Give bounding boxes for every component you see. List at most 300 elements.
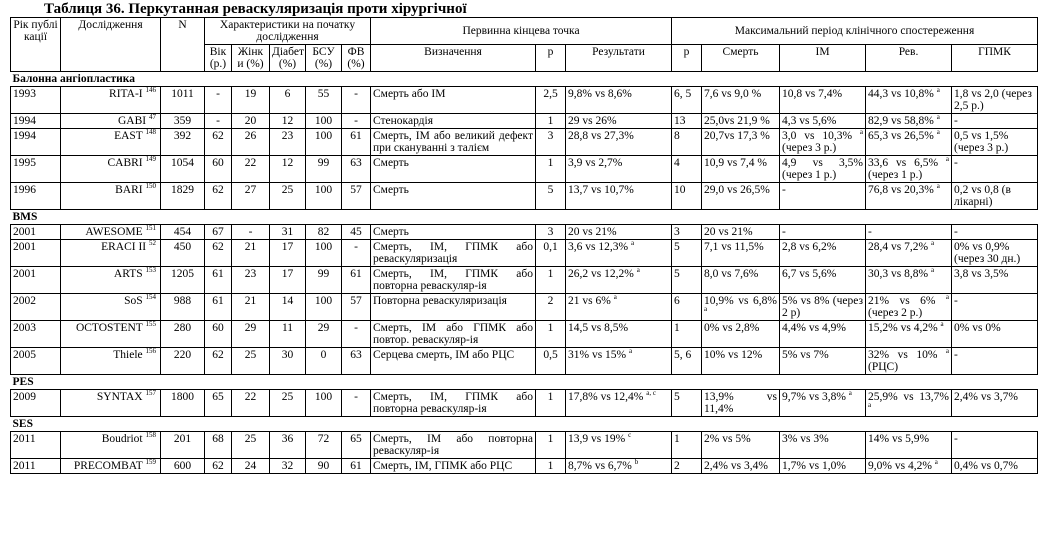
death-cell [702, 390, 780, 417]
rev-cell-text: - [868, 226, 872, 238]
bsu-cell [306, 432, 342, 459]
p1-cell-text: 1 [547, 433, 554, 445]
stroke-cell-text: 0,2 vs 0,8 (в лікарні) [954, 184, 1011, 208]
stroke-cell [952, 240, 1038, 267]
year-cell-text: 2005 [13, 349, 36, 361]
p2-cell [672, 87, 702, 114]
study-cell-footnote: 150 [145, 182, 156, 191]
mi-cell-text: 3,0 vs 10,3% [782, 130, 853, 142]
mi-cell [780, 390, 866, 417]
rev-cell-text: 14% vs 5,9% [868, 433, 930, 445]
results-cell-text: 28,8 vs 27,3% [568, 130, 634, 142]
primary-group-header: Первинна кінцева точка [371, 18, 672, 45]
year-cell-text: 2009 [13, 391, 36, 403]
mi-cell-text: 5% vs 7% [782, 349, 829, 361]
death-cell-text: 25,0vs 21,9 % [704, 115, 770, 127]
diabetes-cell [270, 459, 306, 474]
n-cell-text: 1205 [171, 268, 194, 280]
rev-cell-text: 33,6 vs 6,5% [868, 157, 939, 169]
year-cell-text: 1994 [13, 130, 36, 142]
death-cell-text: 2% vs 5% [704, 433, 751, 445]
age-cell-text: 60 [212, 322, 224, 334]
diabetes-cell [270, 432, 306, 459]
fv-cell-text: - [354, 88, 358, 100]
women-cell [232, 321, 270, 348]
study-cell-footnote: 52 [149, 239, 156, 248]
rev-cell [866, 240, 952, 267]
results-cell-footnote: c [628, 431, 632, 440]
study-cell-footnote: 155 [145, 320, 156, 329]
year-cell [11, 240, 61, 267]
p2-cell-text: 13 [674, 115, 686, 127]
age-cell-text: 67 [212, 226, 224, 238]
diabetes-cell-text: 6 [284, 88, 291, 100]
results-cell-footnote: b [634, 458, 639, 467]
mi-cell [780, 156, 866, 183]
bsu-cell-text: 100 [314, 130, 333, 142]
definition-cell [371, 87, 536, 114]
table-body [11, 72, 1038, 474]
fv-cell [342, 156, 371, 183]
results-cell [566, 156, 672, 183]
fv-cell-text: - [354, 115, 358, 127]
rev-cell [866, 294, 952, 321]
stroke-cell [952, 156, 1038, 183]
p2-cell [672, 183, 702, 210]
p2-cell-text: 8 [674, 130, 680, 142]
study-cell-text: AWESOME [85, 226, 143, 238]
stroke-cell [952, 225, 1038, 240]
results-cell-text: 9,8% vs 8,6% [568, 88, 632, 100]
women-cell [232, 114, 270, 129]
stroke-cell [952, 348, 1038, 375]
rev-cell-note: (через 1 р.) [868, 169, 923, 181]
results-cell-footnote: a [613, 293, 617, 302]
women-cell-text: 25 [244, 349, 257, 361]
results-cell [566, 294, 672, 321]
results-cell [566, 87, 672, 114]
group-label: SES [11, 417, 1038, 432]
women-cell-text: 27 [244, 184, 257, 196]
bsu-cell-text: 100 [314, 184, 333, 196]
results-cell-text: 26,2 vs 12,2% [568, 268, 634, 280]
rev-cell-text: 32% vs 10% [868, 349, 938, 361]
p1-cell [536, 114, 566, 129]
results-cell [566, 321, 672, 348]
table-row [11, 432, 1038, 459]
col-diabetes-header: Діабет (%) [270, 45, 306, 72]
fv-cell-text: 45 [350, 226, 362, 238]
stroke-cell-text: - [954, 433, 958, 445]
study-cell-text: EAST [114, 130, 143, 142]
p1-cell [536, 267, 566, 294]
definition-cell [371, 321, 536, 348]
definition-cell [371, 225, 536, 240]
p2-cell-text: 4 [674, 157, 680, 169]
death-cell [702, 156, 780, 183]
n-cell-text: 1054 [171, 157, 194, 169]
study-cell-text: BARI [115, 184, 143, 196]
year-cell [11, 348, 61, 375]
p1-cell [536, 87, 566, 114]
p1-cell-text: 3 [547, 226, 554, 238]
study-cell [61, 432, 161, 459]
results-cell-text: 20 vs 21% [568, 226, 617, 238]
definition-cell-text: Повторна реваскуляризація [373, 295, 507, 307]
fv-cell [342, 114, 371, 129]
diabetes-cell [270, 114, 306, 129]
rev-cell [866, 321, 952, 348]
age-cell-text: - [216, 115, 220, 127]
results-cell-footnote: a [629, 347, 633, 356]
age-cell-text: 65 [212, 391, 224, 403]
bsu-cell [306, 156, 342, 183]
rev-cell-text: 25,9% vs 13,7% [868, 391, 950, 403]
rev-cell-text: 76,8 vs 20,3% [868, 184, 934, 196]
diabetes-cell-text: 36 [281, 433, 294, 445]
rev-cell-footnote: a [868, 401, 872, 410]
bsu-cell-text: 82 [317, 226, 330, 238]
women-cell-text: 23 [244, 268, 257, 280]
study-cell-text: Boudriot [101, 433, 143, 445]
mi-cell-text: 5% vs 8% (через 2 р) [782, 295, 864, 319]
n-cell [161, 240, 205, 267]
bsu-cell-text: 55 [317, 88, 330, 100]
definition-cell-text: Смерть, ІМ, ГПМК або реваскуляризація [373, 241, 533, 265]
rev-cell [866, 459, 952, 474]
rev-cell-text: 28,4 vs 7,2% [868, 241, 929, 253]
stroke-cell-text: - [954, 226, 958, 238]
bsu-cell-text: 90 [317, 460, 330, 472]
p2-cell [672, 321, 702, 348]
diabetes-cell [270, 156, 306, 183]
stroke-cell-text: 0,5 vs 1,5% (через 3 р.) [954, 130, 1009, 154]
stroke-cell-text: - [954, 115, 958, 127]
definition-cell-text: Смерть [373, 157, 409, 169]
results-cell-text: 17,8% vs 12,4% [568, 391, 644, 403]
p2-cell-text: 1 [674, 433, 680, 445]
mi-cell-note: (через 3 р.) [782, 142, 837, 154]
rev-cell-footnote: a [936, 113, 940, 122]
year-cell [11, 129, 61, 156]
year-cell [11, 432, 61, 459]
p2-cell-text: 5, 6 [674, 349, 692, 361]
rev-cell-text: 82,9 vs 58,8% [868, 115, 934, 127]
results-cell-text: 14,5 vs 8,5% [568, 322, 629, 334]
p2-cell-text: 5 [674, 241, 680, 253]
death-cell-text: 13,9% vs 11,4% [704, 391, 778, 415]
n-cell [161, 129, 205, 156]
p2-cell-text: 10 [674, 184, 686, 196]
death-cell [702, 348, 780, 375]
stroke-cell [952, 129, 1038, 156]
mi-cell [780, 240, 866, 267]
women-cell-text: 20 [244, 115, 257, 127]
fv-cell [342, 459, 371, 474]
bsu-cell-text: 29 [317, 322, 330, 334]
p2-cell [672, 129, 702, 156]
study-cell [61, 459, 161, 474]
age-cell [205, 348, 232, 375]
mi-cell [780, 183, 866, 210]
group-row [11, 210, 1038, 225]
p2-cell-text: 2 [674, 460, 680, 472]
results-cell [566, 240, 672, 267]
p2-cell-text: 5 [674, 391, 680, 403]
results-cell [566, 225, 672, 240]
p1-cell-text: 5 [547, 184, 554, 196]
women-cell [232, 390, 270, 417]
col-rev-header: Рев. [866, 45, 952, 72]
diabetes-cell [270, 294, 306, 321]
women-cell [232, 459, 270, 474]
bsu-cell-text: 100 [314, 241, 333, 253]
p1-cell-text: 2 [547, 295, 554, 307]
col-stroke-header: ГПМК [952, 45, 1038, 72]
p2-cell-text: 5 [674, 268, 680, 280]
p1-cell [536, 348, 566, 375]
study-cell [61, 225, 161, 240]
n-cell-text: 1829 [171, 184, 194, 196]
fv-cell-text: 61 [350, 460, 362, 472]
table-row [11, 294, 1038, 321]
study-cell-text: PRECOMBAT [73, 460, 143, 472]
stroke-cell [952, 294, 1038, 321]
n-cell-text: 359 [173, 115, 192, 127]
p2-cell [672, 240, 702, 267]
study-cell-footnote: 146 [145, 86, 156, 95]
age-cell [205, 459, 232, 474]
stroke-cell-text: 0% vs 0,9% (через 30 дн.) [954, 241, 1021, 265]
age-cell-text: 61 [212, 295, 224, 307]
table-header [11, 18, 1038, 72]
results-cell [566, 183, 672, 210]
definition-cell-text: Смерть [373, 184, 409, 196]
p2-cell-text: 6, 5 [674, 88, 692, 100]
year-cell-text: 1996 [13, 184, 36, 196]
study-cell-footnote: 148 [145, 128, 156, 137]
mi-cell-text: 3% vs 3% [782, 433, 829, 445]
death-cell [702, 114, 780, 129]
study-cell-footnote: 153 [145, 266, 156, 275]
p1-cell [536, 156, 566, 183]
table-row [11, 156, 1038, 183]
age-cell-text: 62 [212, 460, 224, 472]
rev-cell-text: 15,2% vs 4,2% [868, 322, 938, 334]
death-cell [702, 267, 780, 294]
fv-cell-text: 63 [350, 157, 362, 169]
study-cell-footnote: 47 [149, 113, 156, 122]
stroke-cell-text: 0,4% vs 0,7% [954, 460, 1018, 472]
age-cell-text: - [216, 88, 220, 100]
fv-cell-text: - [354, 391, 358, 403]
mi-cell [780, 432, 866, 459]
rev-cell [866, 87, 952, 114]
mi-cell [780, 459, 866, 474]
stroke-cell-text: - [954, 349, 958, 361]
study-cell-text: ARTS [113, 268, 143, 280]
n-cell-text: 454 [173, 226, 192, 238]
n-cell [161, 114, 205, 129]
stroke-cell-text: 0% vs 0% [954, 322, 1001, 334]
bsu-cell [306, 348, 342, 375]
rev-cell-note: (через 2 р.) [868, 307, 923, 319]
col-age-header: Вік (р.) [205, 45, 232, 72]
definition-cell [371, 390, 536, 417]
table-row [11, 129, 1038, 156]
women-cell-text: 25 [244, 433, 257, 445]
rev-cell-footnote: a [930, 266, 935, 275]
definition-cell-text: Смерть, ІМ або великий дефект при скануванні з талієм [373, 130, 533, 154]
rev-cell-text: 21% vs 6% [868, 295, 936, 307]
p2-cell [672, 114, 702, 129]
col-definition-header: Визначення [371, 45, 536, 72]
age-cell [205, 240, 232, 267]
n-cell [161, 267, 205, 294]
results-cell-footnote: a, c [646, 389, 656, 398]
group-row [11, 375, 1038, 390]
diabetes-cell-text: 12 [281, 115, 294, 127]
definition-cell-text: Серцева смерть, ІМ або РЦС [373, 349, 515, 361]
death-cell-text: 8,0 vs 7,6% [704, 268, 759, 280]
n-cell [161, 459, 205, 474]
death-cell-text: 7,1 vs 11,5% [704, 241, 764, 253]
results-cell [566, 459, 672, 474]
death-cell [702, 129, 780, 156]
rev-cell-text: 44,3 vs 10,8% [868, 88, 934, 100]
col-year-header: Рік публі кації [11, 18, 61, 72]
baseline-group-header: Характеристики на початку дослідження [205, 18, 371, 45]
p1-cell [536, 294, 566, 321]
diabetes-cell [270, 129, 306, 156]
diabetes-cell-text: 17 [281, 241, 294, 253]
women-cell-text: 22 [244, 157, 257, 169]
diabetes-cell-text: 12 [281, 157, 294, 169]
women-cell-text: 21 [244, 295, 257, 307]
p1-cell [536, 183, 566, 210]
n-cell-text: 201 [173, 433, 192, 445]
n-cell [161, 321, 205, 348]
results-cell-text: 3,6 vs 12,3% [568, 241, 629, 253]
year-cell-text: 1994 [13, 115, 36, 127]
diabetes-cell [270, 348, 306, 375]
death-cell [702, 240, 780, 267]
rev-cell [866, 114, 952, 129]
year-cell [11, 114, 61, 129]
definition-cell-text: Смерть, ІМ або ГПМК або повтор. реваскуляр-ія [373, 322, 533, 346]
age-cell-text: 68 [212, 433, 224, 445]
women-cell-text: 22 [244, 391, 257, 403]
death-cell [702, 87, 780, 114]
mi-cell [780, 267, 866, 294]
women-cell [232, 129, 270, 156]
n-cell-text: 220 [173, 349, 192, 361]
mi-cell-text: 4,9 vs 3,5% (через 1 р.) [782, 157, 864, 181]
age-cell [205, 114, 232, 129]
p1-cell-text: 1 [547, 157, 554, 169]
rev-cell [866, 156, 952, 183]
diabetes-cell-text: 31 [281, 226, 294, 238]
mi-cell [780, 321, 866, 348]
results-cell [566, 267, 672, 294]
study-cell [61, 348, 161, 375]
year-cell-text: 2011 [13, 460, 36, 472]
definition-cell-text: Смерть, ІМ, ГПМК або РЦС [373, 460, 513, 472]
definition-cell-text: Стенокардія [373, 115, 434, 127]
rev-cell [866, 432, 952, 459]
results-cell [566, 348, 672, 375]
table-row [11, 390, 1038, 417]
death-cell-text: 2,4% vs 3,4% [704, 460, 768, 472]
n-cell-text: 1011 [171, 88, 194, 100]
stroke-cell [952, 459, 1038, 474]
p1-cell-text: 1 [547, 322, 554, 334]
col-fv-header: ФВ (%) [342, 45, 371, 72]
women-cell-text: 19 [244, 88, 257, 100]
bsu-cell-text: 72 [317, 433, 330, 445]
mi-cell [780, 129, 866, 156]
fv-cell-text: 65 [350, 433, 362, 445]
bsu-cell [306, 390, 342, 417]
bsu-cell-text: 100 [314, 115, 333, 127]
mi-cell-text: 2,8 vs 6,2% [782, 241, 837, 253]
study-cell-text: OCTOSTENT [75, 322, 143, 334]
age-cell [205, 321, 232, 348]
p1-cell [536, 390, 566, 417]
study-cell-text: GABI [118, 115, 147, 127]
death-cell-text: 7,6 vs 9,0 % [704, 88, 762, 100]
results-cell [566, 129, 672, 156]
women-cell-text: 26 [244, 130, 257, 142]
age-cell [205, 225, 232, 240]
p2-cell-text: 1 [674, 322, 680, 334]
death-cell-text: 10% vs 12% [704, 349, 763, 361]
results-cell-footnote: a [636, 266, 640, 275]
p2-cell [672, 156, 702, 183]
diabetes-cell [270, 267, 306, 294]
group-row [11, 417, 1038, 432]
table-row [11, 348, 1038, 375]
n-cell-text: 392 [173, 130, 192, 142]
women-cell [232, 225, 270, 240]
study-cell [61, 294, 161, 321]
fv-cell-text: 61 [350, 268, 362, 280]
definition-cell-text: Смерть, ІМ, ГПМК або повторна реваскуляр-ія [373, 391, 533, 415]
bsu-cell [306, 459, 342, 474]
fv-cell-text: 57 [350, 295, 362, 307]
bsu-cell [306, 294, 342, 321]
p2-cell [672, 348, 702, 375]
rev-cell [866, 267, 952, 294]
study-cell-footnote: 156 [145, 347, 156, 356]
col-n-header: N [161, 18, 205, 72]
definition-cell-text: Смерть [373, 226, 409, 238]
p2-cell-text: 3 [674, 226, 680, 238]
year-cell-text: 2003 [13, 322, 36, 334]
rev-cell [866, 390, 952, 417]
p1-cell-text: 3 [547, 130, 554, 142]
p2-cell [672, 390, 702, 417]
results-cell-text: 29 vs 26% [568, 115, 617, 127]
p2-cell [672, 432, 702, 459]
year-cell [11, 321, 61, 348]
diabetes-cell-text: 32 [281, 460, 294, 472]
fv-cell [342, 321, 371, 348]
results-cell-text: 13,7 vs 10,7% [568, 184, 634, 196]
table-caption: Таблиця 36. Перкутанная реваскуляризація проти хірургічної [44, 1, 467, 17]
p1-cell-text: 1 [547, 115, 554, 127]
age-cell [205, 129, 232, 156]
